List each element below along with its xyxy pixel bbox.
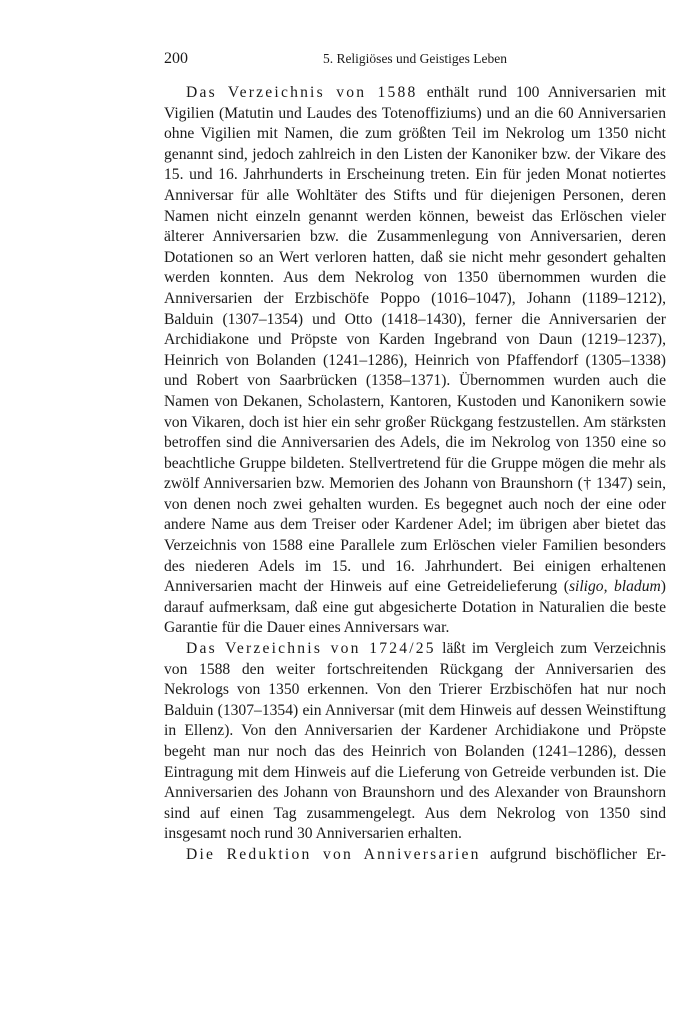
emphasized-lead: Das Verzeichnis von 1724/25: [186, 640, 436, 658]
paragraph-3: [164, 845, 666, 866]
chapter-title: 5. Religiöses und Geistiges Leben: [322, 51, 508, 66]
book-page: [164, 48, 666, 866]
italic-term: siligo, bladum: [568, 578, 661, 596]
paragraph-text: aufgrund bischöflicher Er-: [480, 845, 666, 863]
body-text: [164, 83, 666, 866]
paragraph-text: enthält rund 100 Anniversarien mit Vigilien (Matutin und Laudes des Totenoffiziums) und an die 60 Anniversarien ohne Vigilien mit Namen, die zum größten Teil im Nekrolog um 1350 nicht genannt sind, jedoch zahlreich in den Listen der Kanoniker bzw. der Vikare des 15. und 16. Jahrhunderts in Erscheinung treten. Ein für jeden Monat notiertes Anniversar für alle Wohltäter des Stifts und für diejenigen Personen, deren Namen nicht einzeln genannt werden können, beweist das Erlöschen vieler älterer Anniversarien bzw. die Zusammenlegung von Anniversarien, deren Dotationen so an Wert verloren hatten, daß sie nicht mehr gesondert gehalten werden konnten. Aus dem Nekrolog von 1350 übernommen wurden die Anniversarien der Erzbischöfe Poppo (1016–1047), Johann (1189–1212), Balduin (1307–1354) und Otto (1418–1430), ferner die Anniversarien der Archidiakone und Pröpste von Karden Ingebrand von Daun (1219–1237), Heinrich von Bolanden (1241–1286), Heinrich von Pfaffendorf (1305–1338) und Robert von Saarbrücken (1358–1371). Übernommen wurden auch die Namen von Dekanen, Scholastern, Kantoren, Kustoden und Kanonikern sowie von Vikaren, doch ist hier ein sehr großer Rückgang festzustellen. Am stärksten betroffen sind die Anniversarien des Adels, die im Nekrolog von 1350 eine so beachtliche Gruppe bildeten. Stellvertretend für die Gruppe mögen die mehr als zwölf Anniversarien bzw. Memorien des Johann von Braunshorn († 1347) sein, von denen noch zwei gehalten wurden. Es begegnet auch noch der eine oder andere Name aus dem Treiser oder Kardener Adel; im übrigen aber bietet das Verzeichnis von 1588 eine Parallele zum Erlöschen vieler Familien besonders des niederen Adels im 15. und 16. Jahrhundert. Bei einigen erhaltenen Anniversarien macht der Hinweis auf eine Getreidelieferung (: [164, 84, 667, 596]
paragraph-2: [164, 639, 666, 845]
paragraph-text: läßt im Vergleich zum Verzeichnis von 1588 den weiter fortschreitenden Rückgang der Anniversarien des Nekrologs von 1350 erkennen. Von den Trierer Erzbischöfen hat nur noch Balduin (1307–1354) ein Anniversar (mit dem Hinweis auf dessen Weinstiftung in Ellenz). Von den Anniversarien der Kardener Archidiakone und Pröpste begeht man nur noch das des Heinrich von Bolanden (1241–1286), dessen Eintragung mit dem Hinweis auf die Lieferung von Getreide verbunden ist. Die Anniversarien des Johann von Braunshorn und des Alexander von Braunshorn sind auf einen Tag zusammengelegt. Aus dem Nekrolog von 1350 sind insgesamt noch rund 30 Anniversarien erhalten.: [164, 640, 667, 843]
running-head: [164, 48, 666, 70]
emphasized-lead: Das Verzeichnis von 1588: [186, 84, 418, 101]
paragraph-text: ) darauf aufmerksam, daß eine gut abgesicherte Dotation in Naturalien die beste Garantie für die Dauer eines Anniversars war.: [164, 578, 666, 637]
page-number: 200: [164, 50, 188, 67]
paragraph-1: [164, 83, 666, 639]
emphasized-lead: Die Reduktion von Anniversarien: [186, 845, 481, 863]
